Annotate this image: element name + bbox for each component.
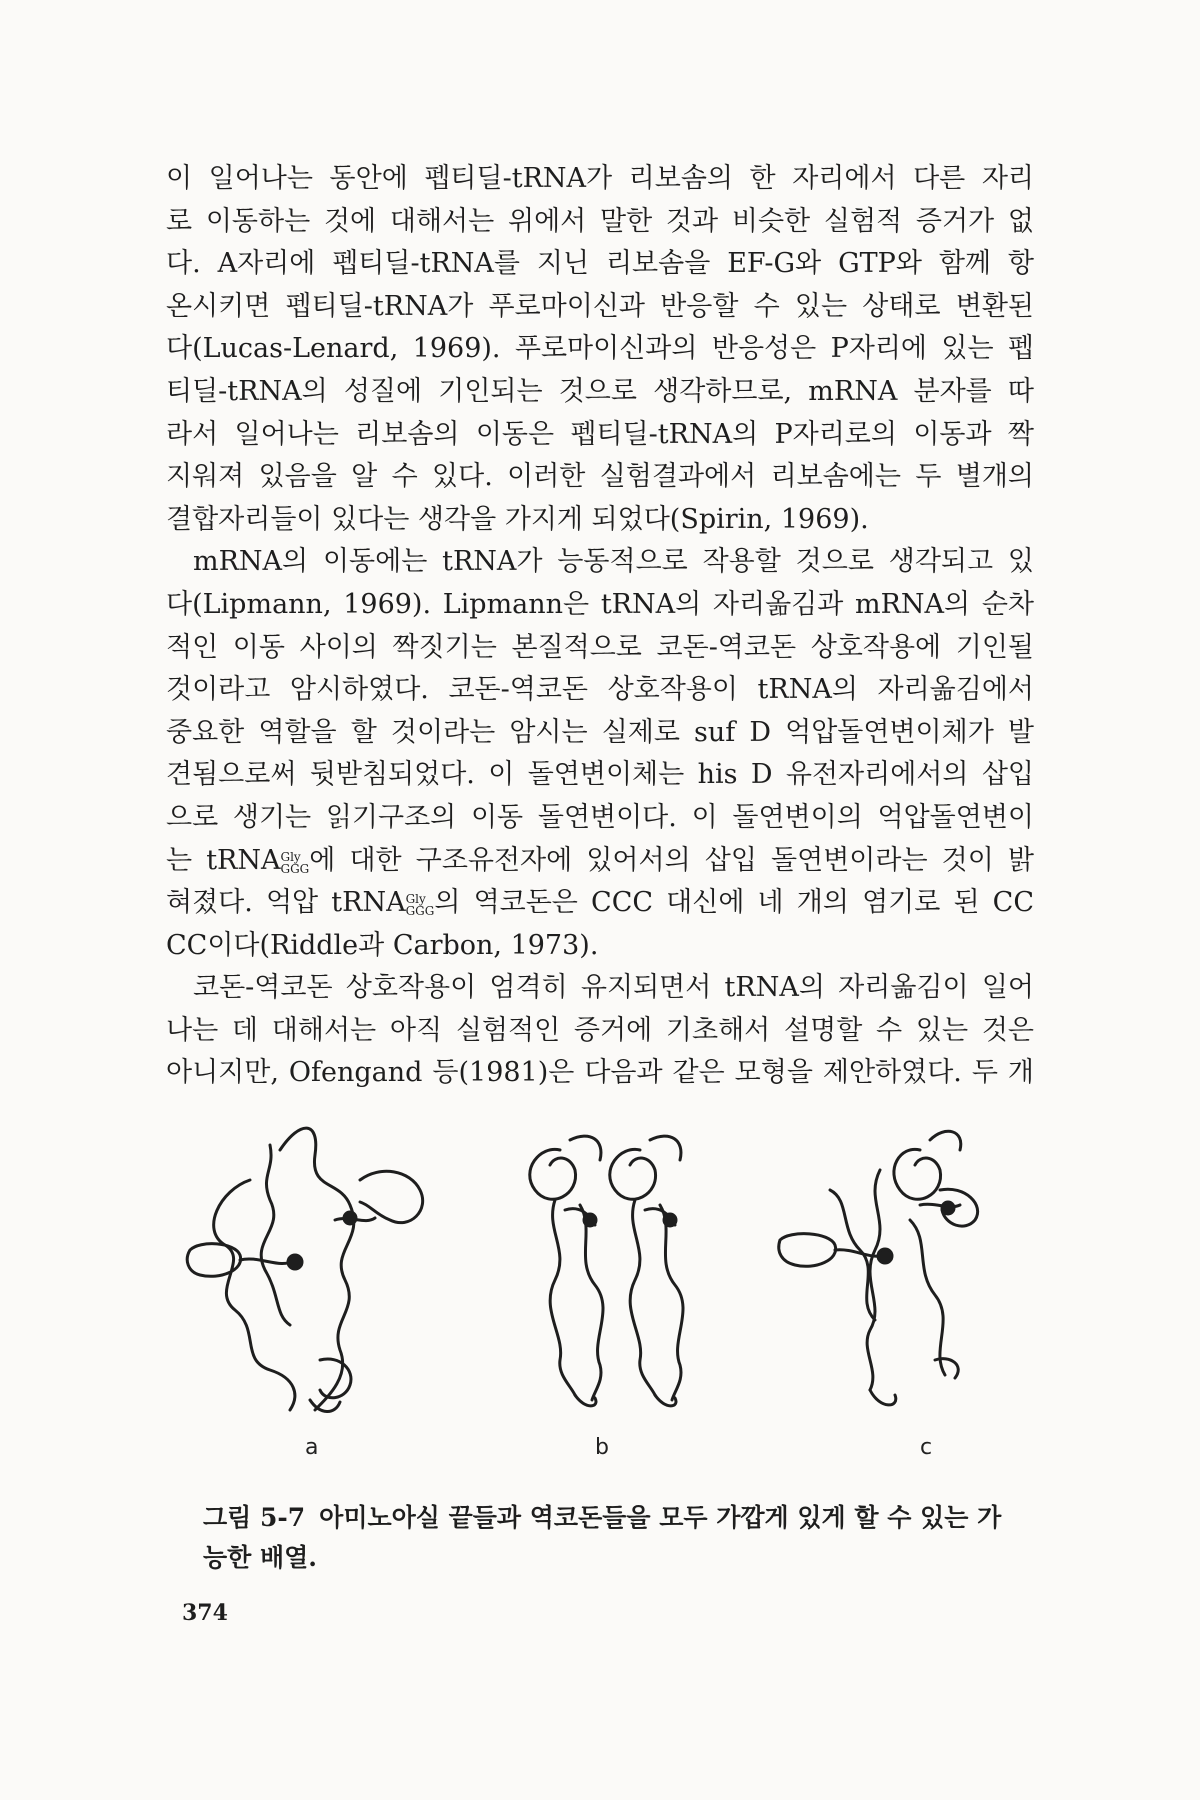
figure-panel-c bbox=[770, 1110, 1030, 1460]
text-line: 적인 이동 사이의 짝짓기는 본질적으로 코돈-역코돈 상호작용에 기인될 bbox=[166, 631, 1034, 663]
text-line: 이 일어나는 동안에 펩티딜-tRNA가 리보솜의 한 자리에서 다른 자리 bbox=[166, 163, 1034, 194]
figure-panel-b bbox=[500, 1110, 720, 1460]
text-segment: 에 대한 구조유전자에 있어서의 삽입 돌연변이라는 것이 밝 bbox=[309, 844, 1035, 876]
panel-label-b: b bbox=[595, 1435, 609, 1460]
text-line-trna bbox=[166, 882, 1034, 925]
trna-pair-drawing-a bbox=[180, 1110, 440, 1430]
text-line: 다. A자리에 펩티딜-tRNA를 지닌 리보솜을 EF-G와 GTP와 함께 항 bbox=[166, 248, 1034, 280]
panel-label-a: a bbox=[305, 1435, 319, 1460]
trna-pair-drawing-b bbox=[500, 1110, 720, 1430]
trna-subscript: GGG bbox=[280, 861, 310, 876]
trna-superscript: Gly bbox=[405, 892, 426, 907]
trna-superscript: Gly bbox=[280, 849, 301, 864]
text-line: 결합자리들이 있다는 생각을 가지게 되었다(Spirin, 1969). bbox=[166, 503, 869, 535]
text-line: 다(Lipmann, 1969). Lipmann은 tRNA의 자리옮김과 mRNA의 순차 bbox=[166, 588, 1034, 620]
caption-text: 아미노아실 끝들과 역코돈들을 모두 가깝게 있게 할 수 있는 가능한 배열. bbox=[203, 1503, 1002, 1572]
panel-label-c: c bbox=[920, 1435, 933, 1460]
text-line: 온시키면 펩티딜-tRNA가 푸로마이신과 반응할 수 있는 상태로 변환된 bbox=[166, 290, 1034, 322]
page-number: 374 bbox=[182, 1600, 228, 1626]
trna-pair-drawing-c bbox=[770, 1110, 1030, 1430]
text-line: CC이다(Riddle과 Carbon, 1973). bbox=[166, 929, 599, 961]
text-segment: 는 tRNA bbox=[166, 844, 281, 876]
text-line: 아니지만, Ofengand 등(1981)은 다음과 같은 모형을 제안하였다. 두 개 bbox=[166, 1057, 1034, 1089]
figure-trna-arrangements bbox=[180, 1110, 1050, 1470]
trna-subscript: GGG bbox=[405, 904, 435, 919]
paragraph-1 bbox=[166, 158, 1034, 541]
text-line: 견됨으로써 뒷받침되었다. 이 돌연변이체는 his D 유전자리에서의 삽입 bbox=[166, 759, 1034, 791]
paragraph-2 bbox=[166, 541, 1034, 967]
text-segment: 혀졌다. 억압 tRNA bbox=[166, 887, 406, 919]
text-line: 티딜-tRNA의 성질에 기인되는 것으로 생각하므로, mRNA 분자를 따 bbox=[166, 375, 1034, 407]
text-line: 중요한 역할을 할 것이라는 암시는 실제로 suf D 억압돌연변이체가 발 bbox=[166, 716, 1034, 748]
paragraph-3 bbox=[166, 967, 1034, 1095]
text-line: 코돈-역코돈 상호작용이 엄격히 유지되면서 tRNA의 자리옮김이 일어 bbox=[193, 972, 1034, 1004]
caption-label: 그림 5-7 bbox=[203, 1503, 306, 1532]
text-segment: 의 역코돈은 CCC 대신에 네 개의 염기로 된 CC bbox=[434, 887, 1034, 919]
figure-caption bbox=[203, 1498, 1013, 1578]
text-line: 나는 데 대해서는 아직 실험적인 증거에 기초해서 설명할 수 있는 것은 bbox=[166, 1014, 1034, 1046]
body-text bbox=[166, 158, 1034, 1095]
figure-panel-a bbox=[180, 1110, 440, 1460]
text-line: 으로 생기는 읽기구조의 이동 돌연변이다. 이 돌연변이의 억압돌연변이 bbox=[166, 801, 1034, 833]
text-line: mRNA의 이동에는 tRNA가 능동적으로 작용할 것으로 생각되고 있 bbox=[193, 546, 1034, 578]
text-line: 라서 일어나는 리보솜의 이동은 펩티딜-tRNA의 P자리로의 이동과 짝 bbox=[166, 418, 1034, 450]
trna-gly-index bbox=[281, 851, 310, 875]
text-line-trna bbox=[166, 840, 1034, 883]
text-line: 지워져 있음을 알 수 있다. 이러한 실험결과에서 리보솜에는 두 별개의 bbox=[166, 461, 1034, 493]
trna-gly-index bbox=[406, 893, 435, 917]
text-line: 것이라고 암시하였다. 코돈-역코돈 상호작용이 tRNA의 자리옮김에서 bbox=[166, 674, 1034, 706]
text-line: 다(Lucas-Lenard, 1969). 푸로마이신과의 반응성은 P자리에 있는 펩 bbox=[166, 333, 1034, 365]
text-line: 로 이동하는 것에 대해서는 위에서 말한 것과 비슷한 실험적 증거가 없 bbox=[166, 205, 1034, 237]
